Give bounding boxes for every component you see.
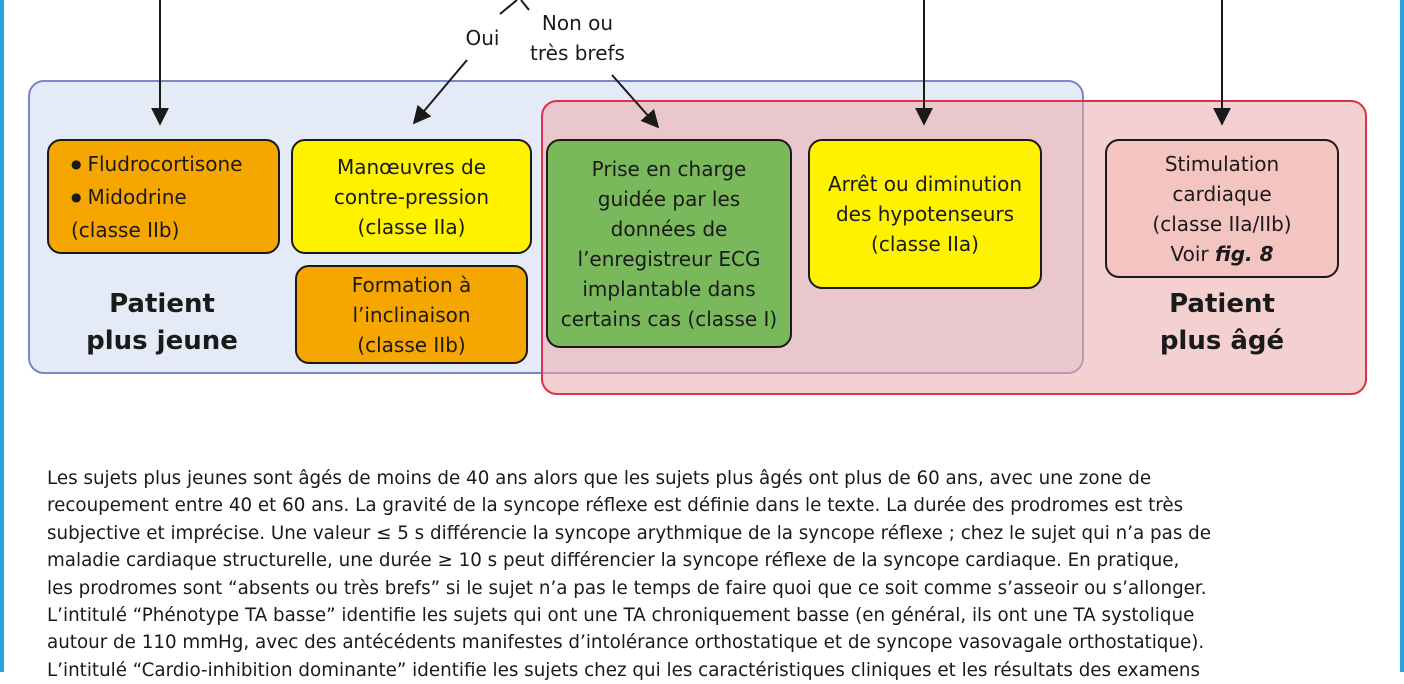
caption-line: autour de 110 mmHg, avec des antécédents manifestes d’intolérance orthostatique et de syncope vasovagale orthostatique). xyxy=(47,632,1205,654)
figure-caption xyxy=(47,465,1377,684)
young-label-line-1: Patient xyxy=(109,289,215,319)
caption-line: les prodromes sont “absents ou très brefs” si le sujet n’a pas le temps de faire quoi que ce soit comme s’asseoir ou s’allonger. xyxy=(47,577,1207,599)
prise-line-6: certains cas (classe I) xyxy=(560,306,778,331)
fludrocortisone-item: ● Fludrocortisone xyxy=(71,149,242,182)
manoeuvres-line-2: contre-pression xyxy=(333,184,490,209)
stim-fig-reference xyxy=(1170,239,1273,269)
old-label-line-2: plus âgé xyxy=(1159,326,1285,356)
counter-pressure-manoeuvres-box xyxy=(291,139,532,254)
cardiac-pacing-box xyxy=(1105,139,1339,278)
edge-oui-text: Oui xyxy=(465,26,500,50)
arrow-non-to-prise xyxy=(612,75,658,127)
edge-non-line-2: très brefs xyxy=(530,41,625,65)
arret-class: (classe IIa) xyxy=(871,232,979,256)
manoeuvres-class: (classe IIa) xyxy=(357,214,466,239)
caption-line: L’intitulé “Cardio-inhibition dominante” identifie les sujets chez qui les caractéristiques cliniques et les résultats des examens xyxy=(47,659,1200,681)
caption-line: maladie cardiaque structurelle, une durée ≥ 10 s peut différencier la syncope réflexe de la syncope cardiaque. En pratique, xyxy=(47,550,1180,572)
stim-class: (classe IIa/IIb) xyxy=(1152,211,1292,236)
manoeuvres-line-1: Manœuvres de xyxy=(336,154,487,179)
arret-line-2: des hypotenseurs xyxy=(835,202,1015,226)
ecg-recorder-guided-management-box xyxy=(546,139,792,348)
prise-line-4: l’enregistreur ECG xyxy=(577,246,761,271)
prise-line-2: guidée par les xyxy=(597,186,741,211)
caption-line: recoupement entre 40 et 60 ans. La gravité de la syncope réflexe est définie dans le texte. La durée des prodromes est très xyxy=(47,495,1184,517)
arrow-oui-to-manoeuvres xyxy=(414,60,467,123)
formation-class: (classe IIb) xyxy=(357,332,466,357)
tilt-training-box xyxy=(295,265,528,364)
stim-line-1: Stimulation xyxy=(1164,151,1280,176)
old-label-line-1: Patient xyxy=(1169,289,1275,319)
edge-label-oui xyxy=(455,23,510,53)
younger-patient-label xyxy=(62,286,262,360)
stim-voir: Voir xyxy=(1170,241,1209,266)
caption-line: subjective et imprécise. Une valeur ≤ 5 s différencie la syncope arythmique de la syncope réflexe ; chez le sujet qui n’a pas de xyxy=(47,522,1212,544)
older-patient-label xyxy=(1122,286,1322,360)
young-label-line-2: plus jeune xyxy=(86,326,238,356)
midodrine-item: ● Midodrine xyxy=(71,182,187,215)
prise-line-1: Prise en charge xyxy=(591,156,747,181)
stim-fig-link: fig. 8 xyxy=(1214,241,1274,266)
stop-hypotensive-drugs-box xyxy=(808,139,1042,289)
caption-line: L’intitulé “Phénotype TA basse” identifie les sujets qui ont une TA chroniquement basse (en général, ils ont une TA systolique xyxy=(47,605,1195,627)
arret-line-1: Arrêt ou diminution xyxy=(827,172,1023,196)
fludrocortisone-midodrine-box xyxy=(47,139,280,254)
edge-non-line-1: Non ou xyxy=(541,11,614,35)
edge-label-non-ou-tres-brefs xyxy=(515,8,640,68)
fludro-class: (classe IIb) xyxy=(71,217,180,242)
formation-line-2: l’inclinaison xyxy=(352,302,471,327)
prise-line-3: données de xyxy=(610,216,728,241)
formation-line-1: Formation à xyxy=(351,272,472,297)
prise-line-5: implantable dans xyxy=(582,276,756,301)
caption-line: Les sujets plus jeunes sont âgés de moins de 40 ans alors que les sujets plus âgés ont plus de 60 ans, avec une zone de xyxy=(47,468,1152,489)
stim-line-2: cardiaque xyxy=(1172,181,1272,206)
